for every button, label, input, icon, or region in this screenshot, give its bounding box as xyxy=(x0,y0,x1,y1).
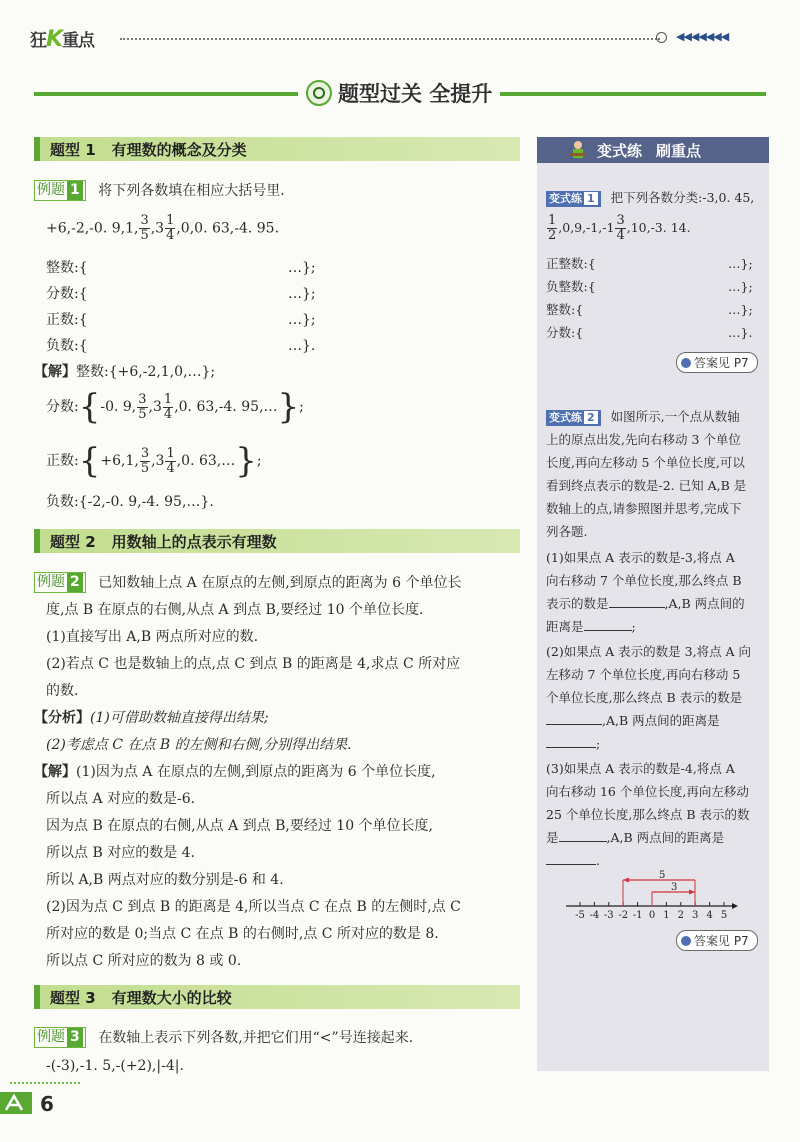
solution-line: 所以点 C 所对应的数为 8 或 0. xyxy=(46,953,242,969)
arc-label-5: 5 xyxy=(659,870,666,881)
answer-blank[interactable] xyxy=(584,618,632,631)
example-1-question xyxy=(34,180,285,201)
axis-tick-label: -1 xyxy=(632,910,643,921)
axis-tick-label: 5 xyxy=(720,910,728,921)
q2-line: 个单位长度,那么终点 B 表示的数是 xyxy=(546,690,743,705)
axis-tick-label: 0 xyxy=(648,910,656,921)
pin-icon xyxy=(681,936,691,946)
example-label: 例题 3 xyxy=(34,1027,86,1048)
header-divider xyxy=(120,38,660,40)
variant-1-row: 分数:{ …}. xyxy=(546,325,753,340)
q3-line: 是 ,A,B 两点间的距离是 xyxy=(546,830,725,845)
answer-blank[interactable] xyxy=(559,829,607,842)
footer-logo-icon xyxy=(0,1092,32,1114)
solution-line: 所以点 B 对应的数是 4. xyxy=(46,845,195,861)
q3-line: . xyxy=(546,849,600,872)
solution-line: (2)因为点 C 到点 B 的距离是 4,所以当点 C 在点 B 的左侧时,点 C xyxy=(46,899,461,915)
q1-line: (1)如果点 A 表示的数是-3,将点 A xyxy=(546,550,735,565)
brand-logo xyxy=(30,26,94,52)
category-row: 正数:{ …}; xyxy=(46,312,316,328)
solution-integers: 【解】整数:{+6,-2,1,0,…}; xyxy=(34,364,216,380)
variant-2-line: 长度,再向左移动 5 个单位长度,可以 xyxy=(546,455,745,470)
header-arrows-icon: ◀◀◀◀◀◀◀ xyxy=(676,30,729,43)
student-icon xyxy=(567,139,589,161)
banner-line-right xyxy=(496,92,766,96)
pin-icon xyxy=(681,358,691,368)
variant-2-intro: 变式练 2 如图所示,一个点从数轴 xyxy=(546,405,740,428)
banner-line-left xyxy=(34,92,298,96)
variant-label: 变式练 1 xyxy=(546,191,601,207)
logo-text: 重点 xyxy=(62,31,95,51)
header-circle-icon xyxy=(656,32,667,43)
example-label: 例题 1 xyxy=(34,180,86,201)
analysis-line: (2)考虑点 C 在点 B 的左侧和右侧,分别得出结果. xyxy=(46,737,352,753)
question-text: 将下列各数填在相应大括号里. xyxy=(98,182,285,199)
axis-tick-label: -2 xyxy=(618,910,629,921)
example-label: 例题 2 xyxy=(34,572,86,593)
topic-header-3: 题型 3 有理数大小的比较 xyxy=(34,985,520,1009)
variant-1-numbers: $\frac{1}{2}$ ,0,9,-1,-1 $\frac{3}{4}$ ,10,-3. 14. xyxy=(548,213,691,243)
section-banner xyxy=(298,78,500,108)
solution-positives: 正数:{+6,1, $\frac{3}{5}$ ,3 $\frac{1}{4}$ ,0. 63,…}; xyxy=(46,441,262,481)
variant-label: 变式练 2 xyxy=(546,410,601,426)
answer-blank[interactable] xyxy=(609,595,665,608)
q3-line: 25 个单位长度,那么终点 B 表示的数 xyxy=(546,807,750,822)
axis-tick-label: 4 xyxy=(706,910,713,921)
solution-line: 因为点 B 在原点的右侧,从点 A 到点 B,要经过 10 个单位长度, xyxy=(46,818,434,834)
arc-label-3: 3 xyxy=(671,882,678,893)
axis-tick-label: -4 xyxy=(589,910,600,921)
solution-line: 【解】(1)因为点 A 在原点的左侧,到原点的距离为 6 个单位长度, xyxy=(34,764,436,780)
variant-1-row: 整数:{ …}; xyxy=(546,302,753,317)
axis-tick-label: 3 xyxy=(692,910,699,921)
answer-blank[interactable] xyxy=(546,712,602,725)
axis-tick-label: 1 xyxy=(663,910,670,921)
q2-line: 左移动 7 个单位长度,再向右移动 5 xyxy=(546,667,741,682)
logo-char: 狂 xyxy=(30,31,46,51)
solution-line: 所以点 A 对应的数是-6. xyxy=(46,791,196,807)
example-3-question: 例题 3 在数轴上表示下列各数,并把它们用“<”号连接起来. xyxy=(34,1027,413,1048)
answer-link-1[interactable]: 答案见 P7 xyxy=(676,352,758,373)
q3-line: 向右移动 16 个单位长度,再向左移动 xyxy=(546,784,749,799)
example-1-numbers: +6,-2,-0. 9,1, $\frac{3}{5}$ ,3 $\frac{1}{4}$ ,0,0. 63,-4. 95. xyxy=(46,213,280,243)
variant-2-line: 看到终点表示的数是-2. 已知 A,B 是 xyxy=(546,478,747,493)
q1-line: 表示的数是 ,A,B 两点间的 xyxy=(546,596,745,611)
category-row: 分数:{ …}; xyxy=(46,286,316,302)
q1-line: 距离是 ; xyxy=(546,619,636,634)
q2-line: ,A,B 两点间的距离是 xyxy=(546,709,720,732)
category-row: 负数:{ …}. xyxy=(46,338,316,354)
variant-2-line: 列各题. xyxy=(546,524,588,539)
footer-divider xyxy=(10,1082,80,1084)
solution-negatives: 负数:{-2,-0. 9,-4. 95,…}. xyxy=(46,494,214,510)
variant-2-line: 上的原点出发,先向右移动 3 个单位 xyxy=(546,432,741,447)
page-number: 6 xyxy=(40,1092,54,1116)
answer-blank[interactable] xyxy=(546,735,596,748)
variant-1-row: 负整数:{ …}; xyxy=(546,279,753,294)
topic-number: 题型 1 xyxy=(50,140,96,159)
solution-line: 所对应的数是 0;当点 C 在点 B 的右侧时,点 C 所对应的数是 8. xyxy=(46,926,439,942)
q1-line: 向右移动 7 个单位长度,那么终点 B xyxy=(546,573,742,588)
fraction: $\frac{1}{4}$ xyxy=(166,213,175,243)
example-2-line: 的数. xyxy=(46,683,79,699)
number-line-figure xyxy=(560,870,740,922)
analysis-line: 【分析】(1)可借助数轴直接得出结果; xyxy=(34,710,269,726)
fraction: $\frac{3}{5}$ xyxy=(140,213,149,243)
target-icon xyxy=(306,80,332,106)
variant-2-line: 数轴上的点,请参照图并思考,完成下 xyxy=(546,501,742,516)
variant-1-row: 正整数:{ …}; xyxy=(546,256,753,271)
example-2-line: (2)若点 C 也是数轴上的点,点 C 到点 B 的距离是 4,求点 C 所对应 xyxy=(46,656,461,672)
axis-tick-label: -3 xyxy=(603,910,614,921)
topic-title: 有理数的概念及分类 xyxy=(111,140,247,159)
q2-line: (2)如果点 A 表示的数是 3,将点 A 向 xyxy=(546,644,752,659)
logo-k: K xyxy=(46,27,63,52)
page-header xyxy=(0,0,800,60)
example-2-line: 度,点 B 在原点的右侧,从点 A 到点 B,要经过 10 个单位长度. xyxy=(46,602,424,618)
q2-line: ; xyxy=(546,732,600,755)
answer-blank[interactable] xyxy=(546,852,596,865)
solution-line: 所以 A,B 两点对应的数分别是-6 和 4. xyxy=(46,872,284,888)
example-2-line: 例题 2 已知数轴上点 A 在原点的左侧,到原点的距离为 6 个单位长 xyxy=(34,572,461,593)
answer-link-2[interactable]: 答案见 P7 xyxy=(676,930,758,951)
q3-line: (3)如果点 A 表示的数是-4,将点 A xyxy=(546,761,735,776)
axis-tick-label: -5 xyxy=(575,910,585,921)
topic-header-1 xyxy=(34,137,520,161)
axis-tick-label: 2 xyxy=(677,910,684,921)
panel-header: 变式练 刷重点 xyxy=(537,137,769,163)
section-title: 题型过关 全提升 xyxy=(338,82,493,106)
example-2-line: (1)直接写出 A,B 两点所对应的数. xyxy=(46,629,259,645)
solution-fractions: 分数:{-0. 9, $\frac{3}{5}$ ,3 $\frac{1}{4}$ ,0. 63,-4. 95,…}; xyxy=(46,387,304,427)
variant-1-question: 变式练 1 把下列各数分类:-3,0. 45, xyxy=(546,186,754,209)
topic-header-2: 题型 2 用数轴上的点表示有理数 xyxy=(34,529,520,553)
category-row: 整数:{ …}; xyxy=(46,260,316,276)
example-3-numbers: -(-3),-1. 5,-(+2),|-4|. xyxy=(46,1058,184,1074)
